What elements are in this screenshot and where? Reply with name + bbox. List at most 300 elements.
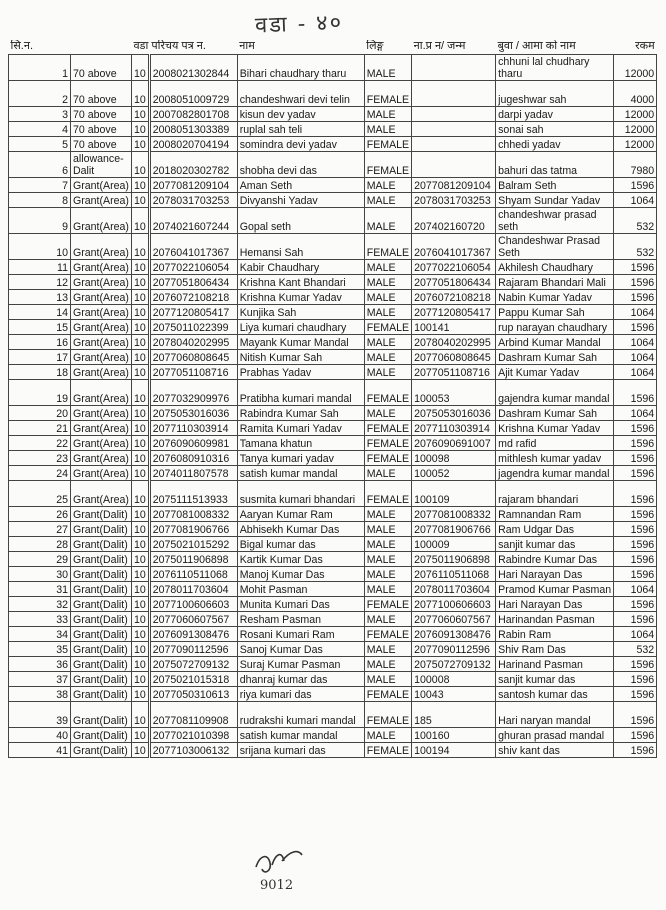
row-citizenship-cell: 100009 (412, 537, 496, 552)
row-type-cell: Grant(Area) (71, 208, 132, 234)
row-type-cell: Grant(Dalit) (71, 597, 132, 612)
row-ward-cell: 10 (131, 597, 149, 612)
row-ward-cell: 10 (131, 406, 149, 421)
row-gender-cell: FEMALE (364, 597, 411, 612)
row-guardian-cell: chhedi yadav (496, 137, 614, 152)
row-guardian-cell: Hari Narayan Das (496, 567, 614, 582)
row-id-cell: 2077022106054 (149, 260, 237, 275)
row-citizenship-cell: 100053 (412, 380, 496, 406)
row-id-cell: 2077051108716 (149, 365, 237, 380)
table-header-row (9, 40, 657, 55)
table-row (9, 208, 657, 234)
header-ward-id (131, 40, 237, 55)
table-row (9, 522, 657, 537)
row-sn-cell: 40 (9, 728, 71, 743)
row-name-cell: Kartik Kumar Das (237, 552, 364, 567)
row-type-cell: Grant(Area) (71, 365, 132, 380)
row-sn-cell: 20 (9, 406, 71, 421)
table-row (9, 642, 657, 657)
row-guardian-cell: Rabin Ram (496, 627, 614, 642)
row-guardian-cell: chhuni lal chudhary tharu (496, 55, 614, 81)
row-guardian-cell: Shyam Sundar Yadav (496, 193, 614, 208)
row-guardian-cell: Arbind Kumar Mandal (496, 335, 614, 350)
row-amount-cell: 1596 (614, 481, 657, 507)
row-name-cell: Mayank Kumar Mandal (237, 335, 364, 350)
row-gender-cell: MALE (364, 335, 411, 350)
row-ward-cell: 10 (131, 642, 149, 657)
row-ward-cell: 10 (131, 193, 149, 208)
row-guardian-cell: shiv kant das (496, 743, 614, 758)
row-gender-cell: MALE (364, 178, 411, 193)
row-sn-cell: 9 (9, 208, 71, 234)
row-guardian-cell: Balram Seth (496, 178, 614, 193)
row-sn-cell: 39 (9, 702, 71, 728)
row-type-cell: 70 above (71, 55, 132, 81)
row-sn-cell: 3 (9, 107, 71, 122)
row-gender-cell: FEMALE (364, 627, 411, 642)
row-name-cell: Hemansi Sah (237, 234, 364, 260)
row-sn-cell: 8 (9, 193, 71, 208)
row-citizenship-cell: 100141 (412, 320, 496, 335)
row-name-cell: Manoj Kumar Das (237, 567, 364, 582)
row-id-cell: 2077032909976 (149, 380, 237, 406)
row-id-cell: 2077081109908 (149, 702, 237, 728)
row-citizenship-cell: 2076072108218 (412, 290, 496, 305)
table-row (9, 365, 657, 380)
table-row (9, 537, 657, 552)
row-gender-cell: FEMALE (364, 234, 411, 260)
row-id-cell: 2008021302844 (149, 55, 237, 81)
row-sn-cell: 34 (9, 627, 71, 642)
header-citizenship: ना.प्र न/ जन्म (413, 40, 466, 52)
row-gender-cell: MALE (364, 122, 411, 137)
row-guardian-cell: Akhilesh Chaudhary (496, 260, 614, 275)
row-ward-cell: 10 (131, 208, 149, 234)
row-ward-cell: 10 (131, 320, 149, 335)
row-citizenship-cell: 2078040202995 (412, 335, 496, 350)
row-amount-cell: 1596 (614, 260, 657, 275)
row-type-cell: Grant(Area) (71, 406, 132, 421)
row-guardian-cell: sanjit kumar das (496, 672, 614, 687)
row-name-cell: rudrakshi kumari mandal (237, 702, 364, 728)
row-name-cell: Pratibha kumari mandal (237, 380, 364, 406)
row-guardian-cell: mithlesh kumar yadav (496, 451, 614, 466)
row-id-cell: 2018020302782 (149, 152, 237, 178)
row-guardian-cell: rup narayan chaudhary (496, 320, 614, 335)
row-amount-cell: 1064 (614, 627, 657, 642)
row-gender-cell: FEMALE (364, 481, 411, 507)
row-id-cell: 2077081008332 (149, 507, 237, 522)
row-guardian-cell: Krishna Kumar Yadav (496, 421, 614, 436)
row-amount-cell: 1596 (614, 522, 657, 537)
row-citizenship-cell: 2077051806434 (412, 275, 496, 290)
row-ward-cell: 10 (131, 702, 149, 728)
row-amount-cell: 1596 (614, 178, 657, 193)
row-sn-cell: 4 (9, 122, 71, 137)
row-id-cell: 2077060607567 (149, 612, 237, 627)
row-guardian-cell: Shiv Ram Das (496, 642, 614, 657)
row-sn-cell: 25 (9, 481, 71, 507)
table-row (9, 335, 657, 350)
row-name-cell: Mohit Pasman (237, 582, 364, 597)
row-ward-cell: 10 (131, 421, 149, 436)
row-name-cell: Ramita Kumari Yadav (237, 421, 364, 436)
row-type-cell: Grant(Area) (71, 335, 132, 350)
row-type-cell: 70 above (71, 122, 132, 137)
row-gender-cell: FEMALE (364, 421, 411, 436)
row-sn-cell: 18 (9, 365, 71, 380)
row-sn-cell: 33 (9, 612, 71, 627)
row-gender-cell: FEMALE (364, 702, 411, 728)
row-sn-cell: 21 (9, 421, 71, 436)
row-id-cell: 2075011022399 (149, 320, 237, 335)
row-id-cell: 2074011807578 (149, 466, 237, 481)
row-amount-cell: 1596 (614, 451, 657, 466)
row-type-cell: Grant(Area) (71, 451, 132, 466)
row-citizenship-cell: 100098 (412, 451, 496, 466)
row-gender-cell: FEMALE (364, 687, 411, 702)
row-citizenship-cell: 2077110303914 (412, 421, 496, 436)
header-name: नाम (239, 40, 255, 52)
row-ward-cell: 10 (131, 466, 149, 481)
row-id-cell: 2075011906898 (149, 552, 237, 567)
row-sn-cell: 37 (9, 672, 71, 687)
row-guardian-cell: Pappu Kumar Sah (496, 305, 614, 320)
row-name-cell: ruplal sah teli (237, 122, 364, 137)
row-type-cell: Grant(Area) (71, 436, 132, 451)
row-citizenship-cell: 2077051108716 (412, 365, 496, 380)
row-ward-cell: 10 (131, 81, 149, 107)
row-amount-cell: 1596 (614, 290, 657, 305)
row-sn-cell: 12 (9, 275, 71, 290)
row-type-cell: Grant(Area) (71, 350, 132, 365)
row-type-cell: Grant(Area) (71, 178, 132, 193)
table-row (9, 55, 657, 81)
table-row (9, 687, 657, 702)
header-sn: सि.न. (10, 40, 34, 52)
row-sn-cell: 6 (9, 152, 71, 178)
table-row (9, 728, 657, 743)
row-sn-cell: 30 (9, 567, 71, 582)
row-type-cell: Grant(Dalit) (71, 582, 132, 597)
row-id-cell: 2077021010398 (149, 728, 237, 743)
table-row (9, 612, 657, 627)
row-id-cell: 2077050310613 (149, 687, 237, 702)
row-guardian-cell: jagendra kumar mandal (496, 466, 614, 481)
row-name-cell: Nitish Kumar Sah (237, 350, 364, 365)
row-guardian-cell: Hari naryan mandal (496, 702, 614, 728)
row-id-cell: 2078031703253 (149, 193, 237, 208)
row-sn-cell: 24 (9, 466, 71, 481)
row-sn-cell: 35 (9, 642, 71, 657)
row-type-cell: Grant(Dalit) (71, 657, 132, 672)
row-citizenship-cell (412, 152, 496, 178)
row-name-cell: Kunjika Sah (237, 305, 364, 320)
row-guardian-cell: Dashram Kumar Sah (496, 350, 614, 365)
row-gender-cell: MALE (364, 507, 411, 522)
handwritten-ward-note: वडा - ४० (254, 10, 344, 39)
row-id-cell: 2076110511068 (149, 567, 237, 582)
row-gender-cell: MALE (364, 582, 411, 597)
row-type-cell: Grant(Dalit) (71, 642, 132, 657)
row-ward-cell: 10 (131, 365, 149, 380)
row-name-cell: Gopal seth (237, 208, 364, 234)
row-id-cell: 2075072709132 (149, 657, 237, 672)
row-amount-cell: 1064 (614, 365, 657, 380)
table-row (9, 657, 657, 672)
row-guardian-cell: Harinand Pasman (496, 657, 614, 672)
signature-note-text: 9012 (260, 878, 294, 893)
row-type-cell: 70 above (71, 81, 132, 107)
row-citizenship-cell: 2077060808645 (412, 350, 496, 365)
row-sn-cell: 29 (9, 552, 71, 567)
row-amount-cell: 4000 (614, 81, 657, 107)
header-gender: लिङ्ग (366, 40, 384, 52)
row-amount-cell: 7980 (614, 152, 657, 178)
row-name-cell: Rabindra Kumar Sah (237, 406, 364, 421)
row-amount-cell: 1596 (614, 743, 657, 758)
row-sn-cell: 5 (9, 137, 71, 152)
row-id-cell: 2076091308476 (149, 627, 237, 642)
row-name-cell: shobha devi das (237, 152, 364, 178)
row-gender-cell: MALE (364, 672, 411, 687)
row-ward-cell: 10 (131, 178, 149, 193)
row-amount-cell: 1596 (614, 702, 657, 728)
row-gender-cell: FEMALE (364, 743, 411, 758)
header-ward: वडा (133, 40, 149, 52)
row-ward-cell: 10 (131, 657, 149, 672)
row-amount-cell: 1596 (614, 537, 657, 552)
table-row (9, 107, 657, 122)
row-name-cell: Tanya kumari yadav (237, 451, 364, 466)
row-ward-cell: 10 (131, 522, 149, 537)
row-name-cell: Prabhas Yadav (237, 365, 364, 380)
row-gender-cell: FEMALE (364, 137, 411, 152)
row-type-cell: Grant(Area) (71, 275, 132, 290)
row-ward-cell: 10 (131, 107, 149, 122)
row-amount-cell: 1064 (614, 350, 657, 365)
table-row (9, 275, 657, 290)
row-gender-cell: MALE (364, 642, 411, 657)
row-id-cell: 2078040202995 (149, 335, 237, 350)
row-citizenship-cell (412, 55, 496, 81)
table-row (9, 567, 657, 582)
row-amount-cell: 1064 (614, 305, 657, 320)
row-type-cell: Grant(Dalit) (71, 522, 132, 537)
row-guardian-cell: chandeshwar prasad seth (496, 208, 614, 234)
row-id-cell: 2008051303389 (149, 122, 237, 137)
row-citizenship-cell (412, 107, 496, 122)
row-amount-cell: 1596 (614, 275, 657, 290)
row-guardian-cell: Harinandan Pasman (496, 612, 614, 627)
row-id-cell: 2075021015292 (149, 537, 237, 552)
row-citizenship-cell: 2076041017367 (412, 234, 496, 260)
row-citizenship-cell: 2077081209104 (412, 178, 496, 193)
row-sn-cell: 28 (9, 537, 71, 552)
row-id-cell: 2077110303914 (149, 421, 237, 436)
row-id-cell: 2077120805417 (149, 305, 237, 320)
row-citizenship-cell: 2077081906766 (412, 522, 496, 537)
table-row (9, 350, 657, 365)
row-name-cell: dhanraj kumar das (237, 672, 364, 687)
row-id-cell: 2077081209104 (149, 178, 237, 193)
row-sn-cell: 41 (9, 743, 71, 758)
row-citizenship-cell: 207402160720 (412, 208, 496, 234)
row-gender-cell: FEMALE (364, 152, 411, 178)
row-type-cell: Grant(Area) (71, 260, 132, 275)
row-type-cell: Grant(Dalit) (71, 567, 132, 582)
table-row (9, 582, 657, 597)
row-name-cell: Abhisekh Kumar Das (237, 522, 364, 537)
table-row (9, 421, 657, 436)
row-gender-cell: MALE (364, 208, 411, 234)
row-ward-cell: 10 (131, 481, 149, 507)
row-ward-cell: 10 (131, 612, 149, 627)
row-type-cell: Grant(Dalit) (71, 552, 132, 567)
row-ward-cell: 10 (131, 137, 149, 152)
row-citizenship-cell: 100109 (412, 481, 496, 507)
row-name-cell: Liya kumari chaudhary (237, 320, 364, 335)
row-name-cell: Munita Kumari Das (237, 597, 364, 612)
row-type-cell: Grant(Area) (71, 234, 132, 260)
row-citizenship-cell: 2078011703604 (412, 582, 496, 597)
row-ward-cell: 10 (131, 234, 149, 260)
row-amount-cell: 1064 (614, 335, 657, 350)
row-sn-cell: 2 (9, 81, 71, 107)
row-guardian-cell: Pramod Kumar Pasman (496, 582, 614, 597)
row-amount-cell: 1596 (614, 612, 657, 627)
row-citizenship-cell: 100008 (412, 672, 496, 687)
row-amount-cell: 1596 (614, 567, 657, 582)
row-ward-cell: 10 (131, 335, 149, 350)
row-sn-cell: 36 (9, 657, 71, 672)
row-amount-cell: 1596 (614, 597, 657, 612)
row-guardian-cell: Hari Narayan Das (496, 597, 614, 612)
row-sn-cell: 27 (9, 522, 71, 537)
row-gender-cell: FEMALE (364, 81, 411, 107)
header-id: परिचय पत्र न. (151, 40, 206, 52)
row-ward-cell: 10 (131, 627, 149, 642)
row-sn-cell: 22 (9, 436, 71, 451)
row-gender-cell: MALE (364, 657, 411, 672)
row-amount-cell: 1064 (614, 582, 657, 597)
row-citizenship-cell: 100052 (412, 466, 496, 481)
row-type-cell: Grant(Area) (71, 193, 132, 208)
row-sn-cell: 14 (9, 305, 71, 320)
row-name-cell: Tamana khatun (237, 436, 364, 451)
row-amount-cell: 12000 (614, 55, 657, 81)
row-guardian-cell: ghuran prasad mandal (496, 728, 614, 743)
row-sn-cell: 32 (9, 597, 71, 612)
table-row (9, 627, 657, 642)
table-row (9, 552, 657, 567)
row-gender-cell: MALE (364, 567, 411, 582)
row-name-cell: Kabir Chaudhary (237, 260, 364, 275)
row-name-cell: srijana kumari das (237, 743, 364, 758)
row-id-cell: 2077090112596 (149, 642, 237, 657)
row-id-cell: 2076090609981 (149, 436, 237, 451)
row-ward-cell: 10 (131, 436, 149, 451)
table-row (9, 451, 657, 466)
row-amount-cell: 1596 (614, 507, 657, 522)
row-name-cell: satish kumar mandal (237, 466, 364, 481)
row-ward-cell: 10 (131, 380, 149, 406)
row-ward-cell: 10 (131, 743, 149, 758)
row-amount-cell: 1596 (614, 421, 657, 436)
row-type-cell: Grant(Dalit) (71, 612, 132, 627)
row-name-cell: Bigal kumar das (237, 537, 364, 552)
row-id-cell: 2076041017367 (149, 234, 237, 260)
row-guardian-cell: md rafid (496, 436, 614, 451)
row-type-cell: Grant(Dalit) (71, 743, 132, 758)
row-id-cell: 2077060808645 (149, 350, 237, 365)
row-name-cell: Resham Pasman (237, 612, 364, 627)
row-sn-cell: 31 (9, 582, 71, 597)
row-citizenship-cell: 2077100606603 (412, 597, 496, 612)
row-type-cell: Grant(Area) (71, 290, 132, 305)
table-row (9, 137, 657, 152)
row-gender-cell: FEMALE (364, 451, 411, 466)
row-ward-cell: 10 (131, 728, 149, 743)
row-guardian-cell: Dashram Kumar Sah (496, 406, 614, 421)
row-name-cell: Bihari chaudhary tharu (237, 55, 364, 81)
row-sn-cell: 19 (9, 380, 71, 406)
row-citizenship-cell (412, 122, 496, 137)
row-type-cell: 70 above (71, 137, 132, 152)
row-citizenship-cell: 2075011906898 (412, 552, 496, 567)
row-citizenship-cell: 2075072709132 (412, 657, 496, 672)
row-amount-cell: 12000 (614, 137, 657, 152)
row-amount-cell: 1596 (614, 466, 657, 481)
row-gender-cell: MALE (364, 193, 411, 208)
row-id-cell: 2075111513933 (149, 481, 237, 507)
row-ward-cell: 10 (131, 582, 149, 597)
row-citizenship-cell (412, 81, 496, 107)
table-row (9, 743, 657, 758)
row-amount-cell: 1596 (614, 436, 657, 451)
row-name-cell: riya kumari das (237, 687, 364, 702)
row-ward-cell: 10 (131, 687, 149, 702)
row-guardian-cell: Rajaram Bhandari Mali (496, 275, 614, 290)
table-row (9, 466, 657, 481)
row-amount-cell: 1596 (614, 687, 657, 702)
row-guardian-cell: Chandeshwar Prasad Seth (496, 234, 614, 260)
row-type-cell: Grant(Dalit) (71, 687, 132, 702)
table-row (9, 178, 657, 193)
table-row (9, 481, 657, 507)
row-gender-cell: MALE (364, 466, 411, 481)
row-type-cell: 70 above (71, 107, 132, 122)
row-gender-cell: MALE (364, 537, 411, 552)
row-citizenship-cell: 2077090112596 (412, 642, 496, 657)
row-type-cell: Grant(Area) (71, 320, 132, 335)
row-gender-cell: MALE (364, 275, 411, 290)
row-gender-cell: MALE (364, 552, 411, 567)
row-citizenship-cell: 2075053016036 (412, 406, 496, 421)
row-gender-cell: MALE (364, 612, 411, 627)
row-guardian-cell: santosh kumar das (496, 687, 614, 702)
row-sn-cell: 1 (9, 55, 71, 81)
row-amount-cell: 12000 (614, 122, 657, 137)
row-amount-cell: 1596 (614, 728, 657, 743)
row-name-cell: somindra devi yadav (237, 137, 364, 152)
table-row (9, 436, 657, 451)
table-row (9, 597, 657, 612)
row-citizenship-cell: 2077120805417 (412, 305, 496, 320)
row-type-cell: Grant(Dalit) (71, 537, 132, 552)
row-guardian-cell: rajaram bhandari (496, 481, 614, 507)
row-ward-cell: 10 (131, 260, 149, 275)
